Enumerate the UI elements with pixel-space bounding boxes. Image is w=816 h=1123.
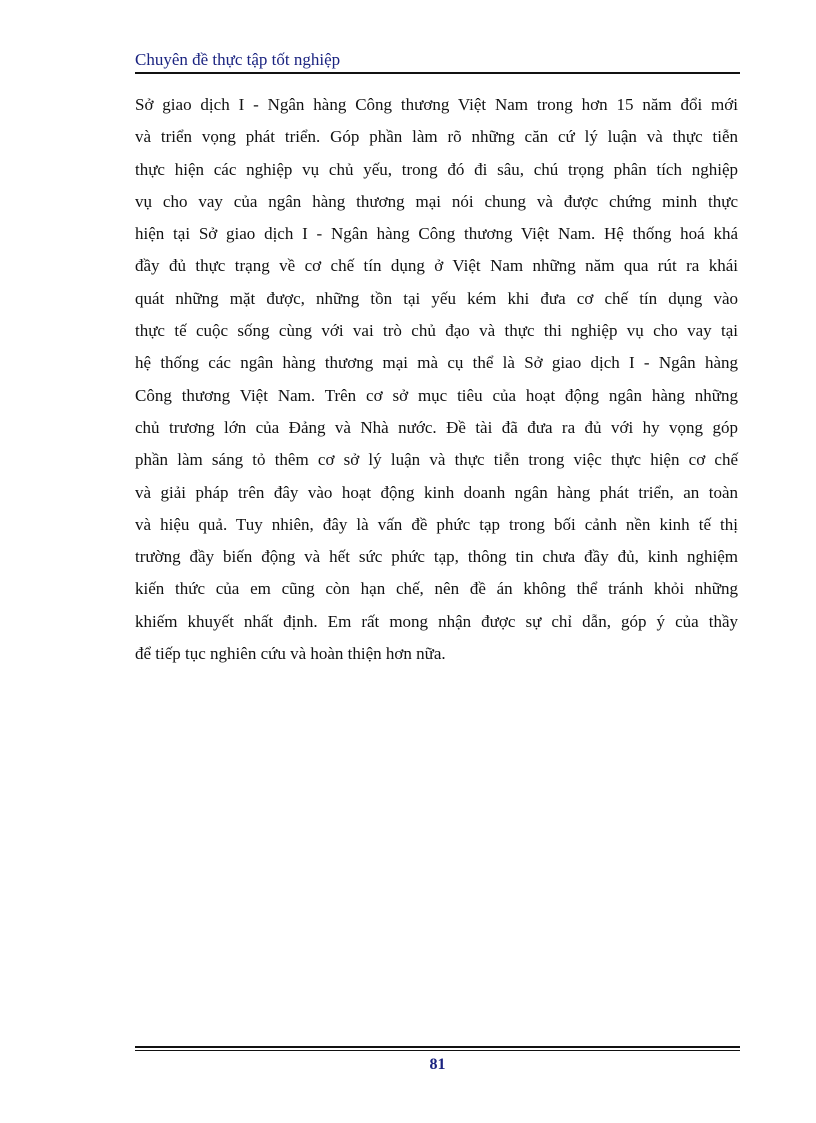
paragraph-line: thực hiện các nghiệp vụ chủ yếu, trong đó đi sâu, chú trọng phân tích nghiệp xyxy=(135,159,738,179)
header-title: Chuyên đề thực tập tốt nghiệp xyxy=(135,50,341,69)
paragraph-line: và triển vọng phát triển. Góp phần làm rõ những căn cứ lý luận và thực tiễn xyxy=(135,127,738,147)
paragraph-line: đầy đủ thực trạng về cơ chế tín dụng ở Việt Nam những năm qua rút ra khái xyxy=(135,256,738,276)
paragraph-line: thực tế cuộc sống cùng với vai trò chủ đạo và thực thi nghiệp vụ cho vay tại xyxy=(135,321,738,341)
page-footer xyxy=(135,1046,740,1075)
paragraph-line: và hiệu quả. Tuy nhiên, đây là vấn đề phức tạp trong bối cảnh nền kinh tế thị xyxy=(135,514,738,534)
paragraph-line: Sở giao dịch I - Ngân hàng Công thương Việt Nam trong hơn 15 năm đổi mới xyxy=(135,95,738,114)
page-header xyxy=(135,48,740,74)
paragraph-line: kiến thức của em cũng còn hạn chế, nên đề án không thể tránh khỏi những xyxy=(135,579,738,599)
paragraph-line: Công thương Việt Nam. Trên cơ sở mục tiêu của hoạt động ngân hàng những xyxy=(135,385,738,405)
paragraph-line: và giải pháp trên đây vào hoạt động kinh doanh ngân hàng phát triển, an toàn xyxy=(135,482,738,502)
paragraph-line: hệ thống các ngân hàng thương mại mà cụ thể là Sở giao dịch I - Ngân hàng xyxy=(135,353,738,373)
paragraph-line: hiện tại Sở giao dịch I - Ngân hàng Công thương Việt Nam. Hệ thống hoá khá xyxy=(135,224,738,244)
body-paragraph xyxy=(135,89,738,670)
header-rule xyxy=(135,72,740,74)
paragraph-line: vụ cho vay của ngân hàng thương mại nói chung và được chứng minh thực xyxy=(135,191,738,211)
paragraph-line: khiếm khuyết nhất định. Em rất mong nhận được sự chỉ dẫn, góp ý của thầy xyxy=(135,611,738,631)
page-number: 81 xyxy=(429,1056,446,1073)
paragraph-line: để tiếp tục nghiên cứu và hoàn thiện hơn nữa. xyxy=(135,644,446,664)
footer-rule xyxy=(135,1050,740,1051)
footer-rule xyxy=(135,1046,740,1048)
paragraph-line: phần làm sáng tỏ thêm cơ sở lý luận và thực tiễn trong việc thực hiện cơ chế xyxy=(135,450,738,470)
paragraph-line: chủ trương lớn của Đảng và Nhà nước. Đề tài đã đưa ra đủ với hy vọng góp xyxy=(135,417,738,437)
paragraph-line: trường đầy biến động và hết sức phức tạp, thông tin chưa đầy đủ, kinh nghiệm xyxy=(135,547,738,567)
paragraph-line: quát những mặt được, những tồn tại yếu kém khi đưa cơ chế tín dụng vào xyxy=(135,288,738,308)
